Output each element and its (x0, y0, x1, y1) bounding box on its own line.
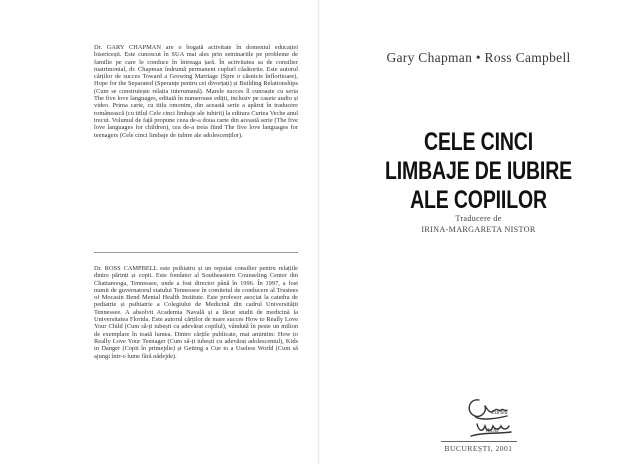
imprint (319, 441, 638, 453)
publisher-logo-icon (461, 392, 517, 440)
imprint-rule (441, 441, 517, 442)
logo-word-curtea: Curtea (491, 410, 508, 416)
city-year: BUCUREȘTI, 2001 (444, 444, 513, 453)
bio-divider (94, 252, 298, 253)
title-line-1: CELE CINCI (424, 128, 533, 156)
bio-gary-chapman: Dr. GARY CHAPMAN are o bogată activitate în domeniul educației bisericești. Este cunoscut în SUA mai ales prin seminariile pe probleme de familie pe care le conduce în întreaga țară. În activitatea sa de consilier matrimonial, dr. Chapman îndrumă permanent cuplurî căsătorite. Este autorul cărților de succes Toward a Growing Marriage (Spre o căsnicie înfloritoare), Hope for the Separated (Speranțe pentru cei divorțați) și Building Relationships (Cum se construiește relația interumană). Marele succes îl cunoaște cu seria The five love languages, editată în numeroase ediții, inclusiv pe casete audio și video. Prima carte, cu titlu omonim, din această serie a apărut în traducere românească (cu titlul Cele cinci limbaje ale iubirii) la editura Curtea Veche anul trecut. Volumul de față propune ceea de-a doua carte din această serie (The five love languages for children), cea de-a treia fiind The five love languages for teenagers (Cele cinci limbaje de iubire ale adolescenților). (94, 44, 298, 139)
translation-label: Traducere de (455, 214, 502, 223)
title-line-2: LIMBAJE DE IUBIRE (385, 157, 572, 185)
logo-word-veche: Veche (485, 428, 499, 434)
translation-credit (319, 213, 638, 235)
title-line-3: ALE COPIILOR (410, 186, 547, 214)
translator-name: IRINA-MARGARETA NISTOR (421, 225, 536, 234)
right-page (319, 0, 638, 464)
book-title (354, 128, 603, 215)
authors-line: Gary Chapman • Ross Campbell (386, 50, 571, 65)
bio-ross-campbell: Dr. ROSS CAMPBELL este psihiatru și un reputat consilier pentru relațiile dintre părinți și copii. Este fondator al Southeastern Counseling Center din Chattanooga, Tennessee, unde a fost director până în 1996. În 1997, a fost numit de guvernatorul statului Tennessee în comitetul de conducere al Trustees of Mocasin Bend Mental Health Institute. Este profesor asociat la catedra de pediatrie și psihiatrie a Colegiului de Medicină din cadrul Universității Tennessee. A absolvit Academia Navală și a făcut studii de medicină la Universitatea Florida. Este autorul cărților de mare succes How to Really Love Your Child (Cum să-ți iubești cu adevărat copilul), vândută în peste un milion de exemplare în toată lumea. Dintre cărțile publicate, mai amintim: How to Really Love Your Teenager (Cum să-ți iubești cu adevărat adolescentul), Kids in Danger (Copii în primejdie) și Getting a Cue to a Useless World (Cum să ajungi într-o lume fără nădejde). (94, 265, 298, 360)
